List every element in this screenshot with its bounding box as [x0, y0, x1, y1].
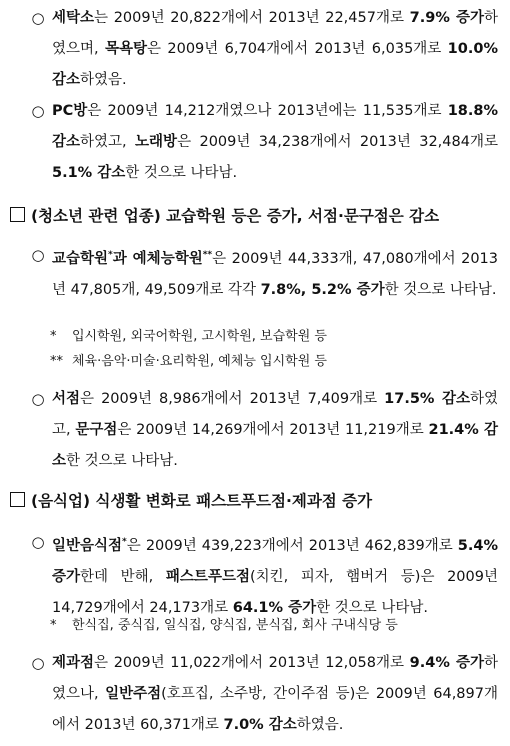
footnote-academies: * 입시학원, 외국어학원, 고시학원, 보습학원 등 — [50, 329, 327, 344]
bullet-bakery-pub — [30, 648, 498, 741]
bullet-restaurants — [30, 527, 498, 624]
bullet-text: PC방은 2009년 14,212개였으나 2013년에는 11,535개로 18.8% 감소하였고, 노래방은 2009년 34,238개에서 2013년 32,484개로 5.1% 감소한 것으로 나타남. — [52, 103, 498, 181]
bullet-text: 일반음식점*은 2009년 439,223개에서 2013년 462,839개로 5.4% 증가한데 반해, 패스트푸드점(치킨, 피자, 햄버거 등)은 2009년 14,729개에서 24,173개로 64.1% 증가한 것으로 나타남. — [52, 537, 498, 616]
bullet-pcroom-karaoke — [30, 96, 498, 189]
footnote-arts-academies: ** 체육·음악·미술·요리학원, 예체능 입시학원 등 — [50, 354, 327, 369]
circle-bullet-icon: ○ — [31, 246, 45, 264]
circle-bullet-icon: ○ — [31, 102, 45, 120]
circle-bullet-icon: ○ — [31, 654, 45, 672]
section-heading-food: (음식업) 식생활 변화로 패스트푸드점·제과점 증가 — [10, 486, 502, 516]
bullet-laundry-bathhouse — [30, 3, 498, 96]
bullet-text: 서점은 2009년 8,986개에서 2013년 7,409개로 17.5% 감소하였고, 문구점은 2009년 14,269개에서 2013년 11,219개로 21.4% 감소한 것으로 나타남. — [52, 391, 498, 469]
checkbox-square-icon — [10, 492, 25, 507]
checkbox-square-icon — [10, 207, 25, 222]
bullet-bookstore-stationery — [30, 384, 498, 477]
bullet-text: 세탁소는 2009년 20,822개에서 2013년 22,457개로 7.9% 증가하였으며, 목욕탕은 2009년 6,704개에서 2013년 6,035개로 10.0% 감소하였음. — [52, 10, 498, 88]
bullet-academies — [30, 240, 498, 306]
circle-bullet-icon: ○ — [31, 9, 45, 27]
circle-bullet-icon: ○ — [31, 533, 45, 551]
circle-bullet-icon: ○ — [31, 390, 45, 408]
bullet-text: 제과점은 2009년 11,022개에서 2013년 12,058개로 9.4% 증가하였으나, 일반주점(호프집, 소주방, 간이주점 등)은 2009년 64,897개에서 2013년 60,371개로 7.0% 감소하였음. — [52, 655, 498, 733]
bullet-text: 교습학원*과 예체능학원**은 2009년 44,333개, 47,080개에서 2013년 47,805개, 49,509개로 각각 7.8%, 5.2% 증가한 것으로 나타남. — [52, 250, 498, 298]
section-heading-youth: (청소년 관련 업종) 교습학원 등은 증가, 서점·문구점은 감소 — [10, 201, 502, 231]
footnote-restaurants: * 한식집, 중식집, 일식집, 양식집, 분식집, 회사 구내식당 등 — [50, 618, 398, 633]
